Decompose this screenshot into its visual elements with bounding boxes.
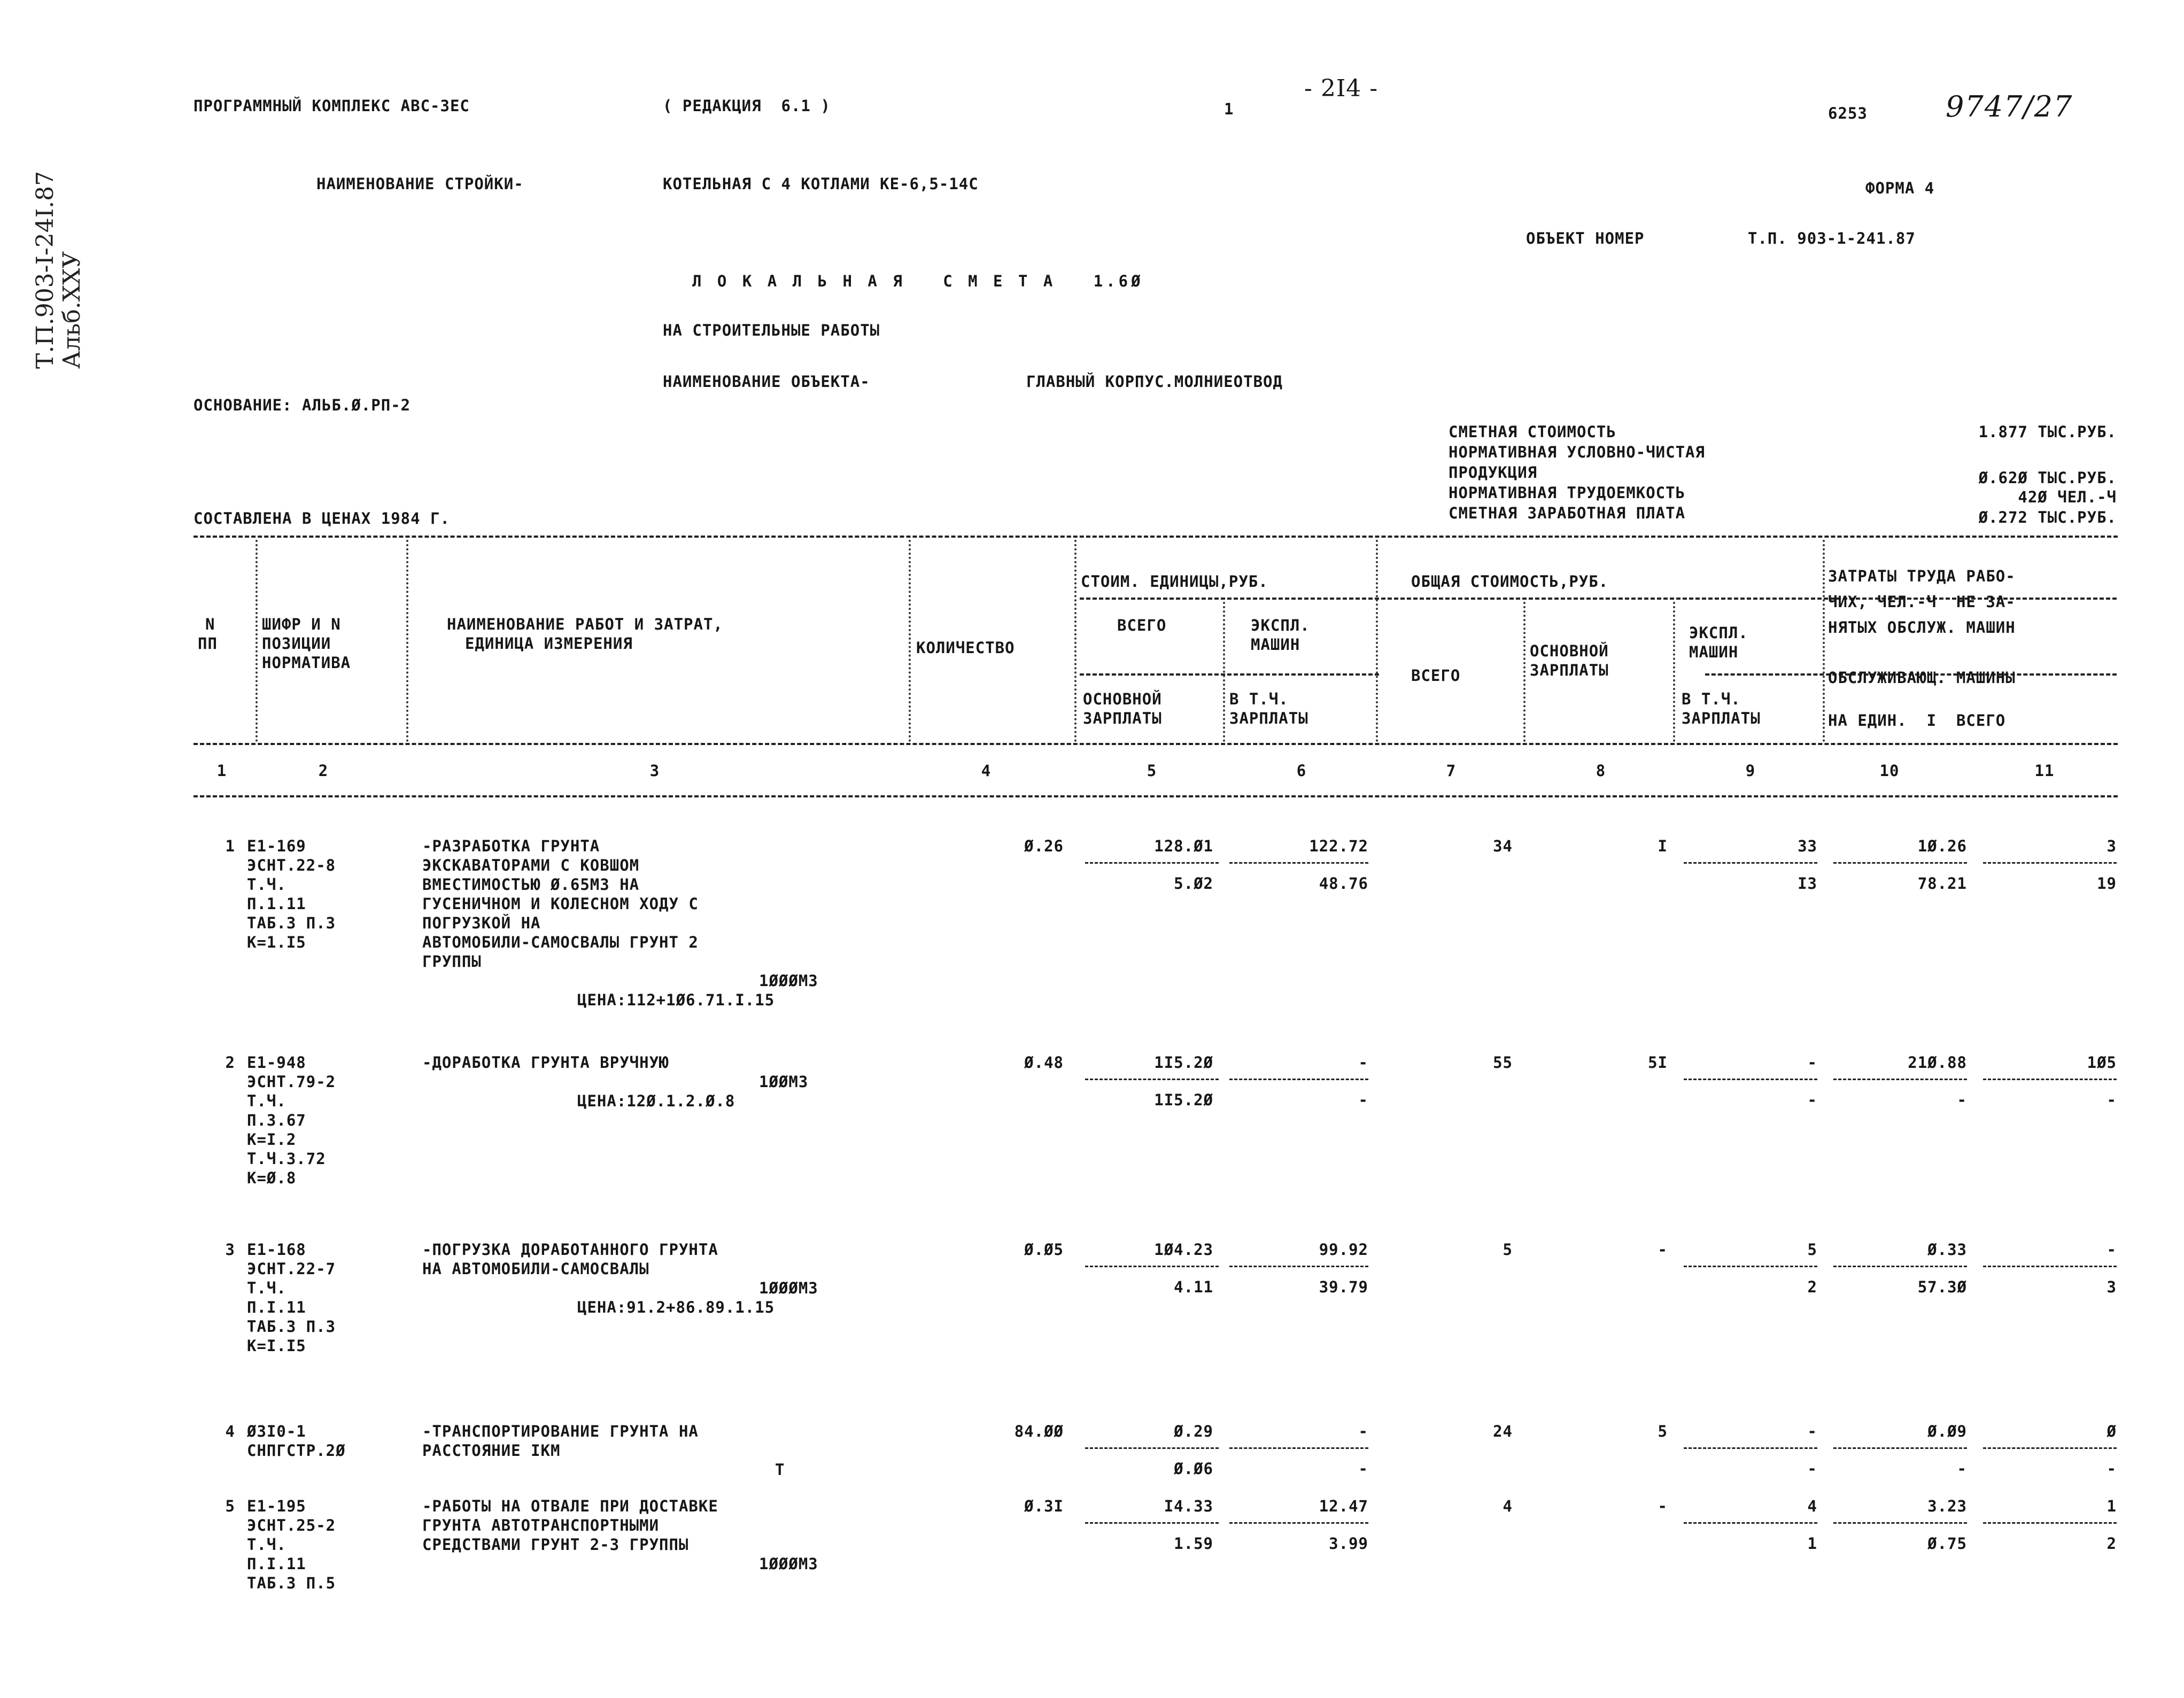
row-total-machine-wage: - xyxy=(1807,1460,1817,1478)
cell-divider-rule xyxy=(1229,862,1368,864)
row-unit-total: 1I5.2Ø xyxy=(1154,1053,1213,1072)
unit-wage-header: ОСНОВНОЙ xyxy=(1083,690,1162,708)
row-unit-machines: - xyxy=(1358,1053,1368,1072)
row-total-wage: 5I xyxy=(1648,1053,1668,1072)
row-quantity: Ø.26 xyxy=(1024,837,1064,855)
construction-label: НАИМЕНОВАНИЕ СТРОЙКИ- xyxy=(316,175,524,193)
column-number: 6 xyxy=(1296,762,1307,780)
row-quantity: Ø.3I xyxy=(1024,1497,1064,1515)
summary-value: Ø.272 ТЫС.РУБ. xyxy=(1978,508,2117,526)
col-code-header: ШИФР И N xyxy=(262,615,341,633)
form-label: ФОРМА 4 xyxy=(1865,179,1935,197)
row-unit: Т xyxy=(775,1461,785,1479)
column-number: 1 xyxy=(216,762,227,780)
cell-divider-rule xyxy=(1229,1079,1368,1080)
tot-incl-header: ЗАРПЛАТЫ xyxy=(1682,709,1761,727)
row-total-machines: - xyxy=(1807,1422,1817,1440)
row-price-note: ЦЕНА:91.2+86.89.1.15 xyxy=(577,1298,775,1316)
cell-divider-rule xyxy=(1983,1447,2117,1449)
row-unit-wage: 1.59 xyxy=(1174,1534,1213,1553)
row-total-wage: - xyxy=(1658,1497,1668,1515)
cell-divider-rule xyxy=(1085,1266,1219,1267)
column-number: 5 xyxy=(1147,762,1157,780)
row-description: СРЕДСТВАМИ ГРУНТ 2-3 ГРУППЫ xyxy=(422,1536,689,1554)
labor-header: НЯТЫХ ОБСЛУЖ. МАШИН xyxy=(1828,618,2016,637)
row-description: АВТОМОБИЛИ-САМОСВАЛЫ ГРУНТ 2 xyxy=(422,933,699,951)
labor-header: ЗАТРАТЫ ТРУДА РАБО- xyxy=(1828,567,2016,585)
row-code: Т.Ч.3.72 xyxy=(247,1150,326,1168)
row-code: Е1-195 xyxy=(247,1497,306,1515)
row-labor-total: 1Ø5 xyxy=(2087,1053,2117,1072)
summary-value: 42Ø ЧЕЛ.-Ч xyxy=(2018,488,2117,506)
row-number: 5 xyxy=(225,1497,235,1515)
labor-header: ЧИХ, ЧЕЛ.-Ч НЕ ЗА- xyxy=(1828,593,2016,611)
col-qty-header: КОЛИЧЕСТВО xyxy=(916,639,1015,657)
construction-name: КОТЕЛЬНАЯ С 4 КОТЛАМИ КЕ-6,5-14С xyxy=(663,175,979,193)
row-number: 3 xyxy=(225,1240,235,1259)
col-code-header: ПОЗИЦИИ xyxy=(262,634,331,653)
row-code: Ø3I0-1 xyxy=(247,1422,306,1440)
cell-divider-rule xyxy=(1085,862,1219,864)
row-unit-total: I4.33 xyxy=(1164,1497,1213,1515)
row-description: -ДОРАБОТКА ГРУНТА ВРУЧНУЮ xyxy=(422,1053,669,1072)
row-unit-total: Ø.29 xyxy=(1174,1422,1213,1440)
row-labor-unit-machines: Ø.75 xyxy=(1927,1534,1967,1553)
row-description: ГРУППЫ xyxy=(422,952,482,971)
estimate-title: Л О К А Л Ь Н А Я С М Е Т А 1.6Ø xyxy=(692,272,1144,290)
row-description: -РАЗРАБОТКА ГРУНТА xyxy=(422,837,600,855)
cell-divider-rule xyxy=(1833,1447,1967,1449)
row-unit-total: 1Ø4.23 xyxy=(1154,1240,1213,1259)
row-number: 2 xyxy=(225,1053,235,1072)
row-labor-total: - xyxy=(2106,1240,2117,1259)
col-number-header: ПП xyxy=(198,634,218,653)
row-unit-wage: Ø.Ø6 xyxy=(1174,1460,1213,1478)
header-sub-rule xyxy=(1080,673,1379,676)
row-unit: 1ØØØМ3 xyxy=(759,1279,818,1297)
summary-value: Ø.62Ø ТЫС.РУБ. xyxy=(1978,469,2117,487)
row-total: 24 xyxy=(1493,1422,1513,1440)
column-number: 2 xyxy=(318,762,329,780)
row-code: Е1-948 xyxy=(247,1053,306,1072)
row-description: НА АВТОМОБИЛИ-САМОСВАЛЫ xyxy=(422,1260,649,1278)
row-description: ВМЕСТИМОСТЬЮ Ø.65М3 НА xyxy=(422,875,640,894)
row-total-machine-wage: 1 xyxy=(1807,1534,1817,1553)
cell-divider-rule xyxy=(1833,1079,1967,1080)
col-divider xyxy=(1376,540,1378,742)
row-code: ЭСНТ.22-8 xyxy=(247,856,336,874)
row-unit-machines: 122.72 xyxy=(1309,837,1368,855)
cell-divider-rule xyxy=(1833,1266,1967,1267)
row-code: Е1-168 xyxy=(247,1240,306,1259)
summary-label: СМЕТНАЯ СТОИМОСТЬ xyxy=(1449,423,1616,441)
row-total-wage: I xyxy=(1658,837,1668,855)
row-total: 55 xyxy=(1493,1053,1513,1072)
side-stamp-line2: Альб.XXУ xyxy=(58,251,86,369)
row-total-wage: 5 xyxy=(1658,1422,1668,1440)
row-total-wage: - xyxy=(1658,1240,1668,1259)
row-unit-total: 128.Ø1 xyxy=(1154,837,1213,855)
row-labor-total-machines: 3 xyxy=(2106,1278,2117,1296)
row-quantity: 84.ØØ xyxy=(1014,1422,1064,1440)
column-number: 9 xyxy=(1745,762,1756,780)
unit-incl-header: В Т.Ч. xyxy=(1229,690,1289,708)
unit-total-header: ВСЕГО xyxy=(1117,616,1167,634)
col-code-header: НОРМАТИВА xyxy=(262,654,351,672)
col-divider xyxy=(909,540,911,742)
unit-cost-header: СТОИМ. ЕДИНИЦЫ,РУБ. xyxy=(1081,572,1268,591)
row-labor-total-machines: 2 xyxy=(2106,1534,2117,1553)
row-labor-unit: 1Ø.26 xyxy=(1917,837,1967,855)
edition: ( РЕДАКЦИЯ 6.1 ) xyxy=(663,97,831,115)
summary-value: 1.877 ТЫС.РУБ. xyxy=(1978,423,2117,441)
row-unit: 1ØØØМ3 xyxy=(759,972,818,990)
row-total-machine-wage: 2 xyxy=(1807,1278,1817,1296)
row-code: П.I.11 xyxy=(247,1555,306,1573)
col-divider xyxy=(406,540,408,742)
object-label: ОБЪЕКТ НОМЕР xyxy=(1526,229,1645,247)
cell-divider-rule xyxy=(1983,862,2117,864)
row-description: ПОГРУЗКОЙ НА xyxy=(422,914,541,932)
cell-divider-rule xyxy=(1833,1522,1967,1524)
row-unit-machine-wage: 48.76 xyxy=(1319,874,1368,893)
cell-divider-rule xyxy=(1684,1266,1817,1267)
table-top-rule xyxy=(193,536,2118,538)
row-description: РАССТОЯНИЕ IКМ xyxy=(422,1441,561,1460)
cell-divider-rule xyxy=(1684,1522,1817,1524)
cell-divider-rule xyxy=(1684,1447,1817,1449)
summary-label: СМЕТНАЯ ЗАРАБОТНАЯ ПЛАТА xyxy=(1449,504,1686,522)
row-total: 5 xyxy=(1503,1240,1513,1259)
row-labor-unit-machines: - xyxy=(1957,1460,1967,1478)
unit-mach-header: ЭКСПЛ. xyxy=(1251,616,1310,634)
row-unit-machine-wage: 39.79 xyxy=(1319,1278,1368,1296)
row-unit: 1ØØМ3 xyxy=(759,1073,809,1091)
row-total-machines: 5 xyxy=(1807,1240,1817,1259)
side-stamp xyxy=(32,171,86,369)
row-total-machine-wage: - xyxy=(1807,1091,1817,1109)
program-name: ПРОГРАММНЫЙ КОМПЛЕКС АВС-ЗЕС xyxy=(193,97,470,115)
row-total-machines: - xyxy=(1807,1053,1817,1072)
total-cost-header: ОБЩАЯ СТОИМОСТЬ,РУБ. xyxy=(1411,572,1609,591)
row-unit-machine-wage: - xyxy=(1358,1460,1368,1478)
col-divider xyxy=(1074,540,1076,742)
row-quantity: Ø.48 xyxy=(1024,1053,1064,1072)
col-divider xyxy=(1223,602,1225,742)
col-desc-header: ЕДИНИЦА ИЗМЕРЕНИЯ xyxy=(465,634,633,653)
cell-divider-rule xyxy=(1085,1447,1219,1449)
summary-label: НОРМАТИВНАЯ УСЛОВНО-ЧИСТАЯ xyxy=(1449,443,1705,461)
labor-header: НА ЕДИН. I ВСЕГО xyxy=(1828,711,2006,730)
doc-code: 6253 xyxy=(1828,104,1868,122)
tot-mach-header: ЭКСПЛ. xyxy=(1689,624,1748,642)
row-labor-total-machines: 19 xyxy=(2097,874,2117,893)
row-unit-machines: 12.47 xyxy=(1319,1497,1368,1515)
row-code: К=Ø.8 xyxy=(247,1169,297,1187)
row-description: -ПОГРУЗКА ДОРАБОТАННОГО ГРУНТА xyxy=(422,1240,718,1259)
row-labor-unit-machines: 78.21 xyxy=(1917,874,1967,893)
tot-incl-header: В Т.Ч. xyxy=(1682,690,1741,708)
row-labor-total: Ø xyxy=(2106,1422,2117,1440)
row-unit-machine-wage: - xyxy=(1358,1091,1368,1109)
row-description: ГРУНТА АВТОТРАНСПОРТНЫМИ xyxy=(422,1516,660,1534)
row-total-machine-wage: I3 xyxy=(1798,874,1817,893)
cell-divider-rule xyxy=(1684,1079,1817,1080)
row-labor-unit: 21Ø.88 xyxy=(1908,1053,1967,1072)
cell-divider-rule xyxy=(1085,1522,1219,1524)
row-labor-unit-machines: 57.3Ø xyxy=(1917,1278,1967,1296)
prices-note: СОСТАВЛЕНА В ЦЕНАХ 1984 Г. xyxy=(193,509,450,528)
object-number: Т.П. 903-1-241.87 xyxy=(1748,229,1916,247)
numbers-bottom-rule xyxy=(193,795,2118,797)
side-stamp-line1: Т.П.903-I-24I.87 xyxy=(32,170,59,369)
row-total-machines: 4 xyxy=(1807,1497,1817,1515)
row-labor-total-machines: - xyxy=(2106,1091,2117,1109)
row-code: ЭСНТ.79-2 xyxy=(247,1073,336,1091)
column-number: 4 xyxy=(981,762,992,780)
unit-wage-header: ЗАРПЛАТЫ xyxy=(1083,709,1162,727)
row-labor-total: 1 xyxy=(2106,1497,2117,1515)
row-labor-unit-machines: - xyxy=(1957,1091,1967,1109)
row-code: СНПГСТР.2Ø xyxy=(247,1441,346,1460)
cell-divider-rule xyxy=(1085,1079,1219,1080)
header-bottom-rule xyxy=(193,743,2118,745)
tot-mach-header: МАШИН xyxy=(1689,643,1739,661)
row-total: 4 xyxy=(1503,1497,1513,1515)
row-total: 34 xyxy=(1493,837,1513,855)
cell-divider-rule xyxy=(1229,1447,1368,1449)
row-labor-unit: Ø.33 xyxy=(1927,1240,1967,1259)
row-code: К=1.I5 xyxy=(247,933,306,951)
column-number: 7 xyxy=(1446,762,1457,780)
row-quantity: Ø.Ø5 xyxy=(1024,1240,1064,1259)
tot-wage-header: ОСНОВНОЙ xyxy=(1530,642,1609,660)
row-code: ТАБ.3 П.5 xyxy=(247,1574,336,1592)
row-code: П.I.11 xyxy=(247,1298,306,1316)
row-labor-total-machines: - xyxy=(2106,1460,2117,1478)
site-label: НАИМЕНОВАНИЕ ОБЪЕКТА- xyxy=(663,373,870,391)
row-code: ТАБ.3 П.3 xyxy=(247,914,336,932)
cell-divider-rule xyxy=(1983,1266,2117,1267)
row-code: К=I.2 xyxy=(247,1130,297,1149)
row-unit-machines: - xyxy=(1358,1422,1368,1440)
row-price-note: ЦЕНА:12Ø.1.2.Ø.8 xyxy=(577,1092,735,1110)
row-code: ЭСНТ.22-7 xyxy=(247,1260,336,1278)
col-divider xyxy=(1523,602,1525,742)
column-number: 8 xyxy=(1596,762,1606,780)
column-number: 11 xyxy=(2034,762,2055,780)
row-code: К=I.I5 xyxy=(247,1337,306,1355)
row-price-note: ЦЕНА:112+1Ø6.71.I.15 xyxy=(577,991,775,1009)
row-code: Т.Ч. xyxy=(247,1279,286,1297)
row-description: -ТРАНСПОРТИРОВАНИЕ ГРУНТА НА xyxy=(422,1422,699,1440)
site-name: ГЛАВНЫЙ КОРПУС.МОЛНИЕОТВОД xyxy=(1026,373,1283,391)
row-description: -РАБОТЫ НА ОТВАЛЕ ПРИ ДОСТАВКЕ xyxy=(422,1497,718,1515)
row-unit: 1ØØØМ3 xyxy=(759,1555,818,1573)
row-description: ЭКСКАВАТОРАМИ С КОВШОМ xyxy=(422,856,640,874)
col-divider xyxy=(1673,602,1675,742)
unit-mach-header: МАШИН xyxy=(1251,635,1300,654)
row-number: 4 xyxy=(225,1422,235,1440)
col-desc-header: НАИМЕНОВАНИЕ РАБОТ И ЗАТРАТ, xyxy=(447,615,723,633)
row-unit-wage: 1I5.2Ø xyxy=(1154,1091,1213,1109)
cell-divider-rule xyxy=(1229,1266,1368,1267)
row-code: Т.Ч. xyxy=(247,1092,286,1110)
row-unit-machines: 99.92 xyxy=(1319,1240,1368,1259)
row-unit-wage: 4.11 xyxy=(1174,1278,1213,1296)
cell-divider-rule xyxy=(1983,1079,2117,1080)
cell-divider-rule xyxy=(1684,862,1817,864)
row-code: П.3.67 xyxy=(247,1111,306,1129)
unit-incl-header: ЗАРПЛАТЫ xyxy=(1229,709,1308,727)
column-number: 3 xyxy=(649,762,660,780)
summary-label: НОРМАТИВНАЯ ТРУДОЕМКОСТЬ xyxy=(1449,484,1686,502)
row-unit-machine-wage: 3.99 xyxy=(1329,1534,1368,1553)
row-code: Е1-169 xyxy=(247,837,306,855)
col-divider xyxy=(1823,540,1825,742)
row-number: 1 xyxy=(225,837,235,855)
row-code: П.1.11 xyxy=(247,895,306,913)
cell-divider-rule xyxy=(1833,862,1967,864)
row-labor-total: 3 xyxy=(2106,837,2117,855)
row-labor-unit: 3.23 xyxy=(1927,1497,1967,1515)
column-number: 10 xyxy=(1879,762,1900,780)
row-code: Т.Ч. xyxy=(247,1536,286,1554)
tot-total-header: ВСЕГО xyxy=(1411,666,1461,685)
row-code: ТАБ.3 П.3 xyxy=(247,1317,336,1336)
estimate-subtitle: НА СТРОИТЕЛЬНЫЕ РАБОТЫ xyxy=(663,321,880,339)
summary-label: ПРОДУКЦИЯ xyxy=(1449,463,1538,482)
row-unit-wage: 5.Ø2 xyxy=(1174,874,1213,893)
labor-header: ОБСЛУЖИВАЮЩ. МАШИНЫ xyxy=(1828,669,2016,687)
col-divider xyxy=(255,540,258,742)
row-code: ЭСНТ.25-2 xyxy=(247,1516,336,1534)
row-description: ГУСЕНИЧНОМ И КОЛЕСНОМ ХОДУ С xyxy=(422,895,699,913)
cell-divider-rule xyxy=(1229,1522,1368,1524)
handwritten-number: 9747/27 xyxy=(1946,90,2073,123)
row-code: Т.Ч. xyxy=(247,875,286,894)
sheet-number: 1 xyxy=(1224,100,1234,118)
tot-wage-header: ЗАРПЛАТЫ xyxy=(1530,661,1609,679)
basis: ОСНОВАНИЕ: АЛЬБ.Ø.РП-2 xyxy=(193,396,411,414)
row-total-machines: 33 xyxy=(1798,837,1817,855)
page-number: - 2I4 - xyxy=(1304,75,1378,102)
row-labor-unit: Ø.Ø9 xyxy=(1927,1422,1967,1440)
cell-divider-rule xyxy=(1983,1522,2117,1524)
col-number-header: N xyxy=(205,615,215,633)
